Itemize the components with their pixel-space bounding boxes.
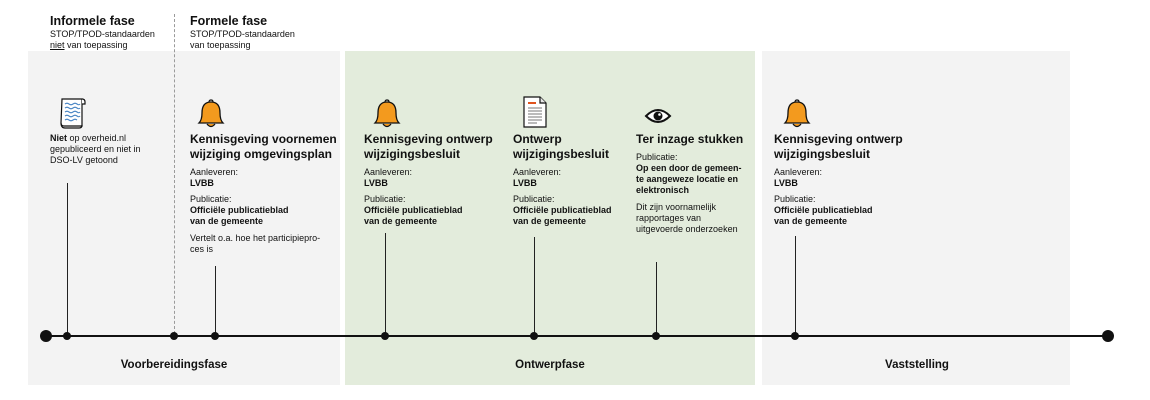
event-inspection-pub-value1: Op een door de gemeen- <box>636 163 742 173</box>
scroll-document-icon <box>58 96 88 130</box>
informal-phase-not: niet <box>50 40 65 50</box>
event-draft-decision-deliver-label: Aanleveren: <box>513 167 562 177</box>
event-notice-draft-title2: wijzigingsbesluit <box>364 147 461 161</box>
event-notice-intent-pub-value2: van de gemeente <box>190 216 264 226</box>
formal-phase-line2: van toepassing <box>190 40 251 50</box>
event-notice-intent-pub-label: Publicatie: <box>190 194 232 204</box>
document-icon <box>521 95 549 129</box>
timeline-dot-draft-decision <box>530 332 538 340</box>
event-notice-final-pub-value2: van de gemeente <box>774 216 848 226</box>
event-draft-decision-pub-value2: van de gemeente <box>513 216 587 226</box>
formal-phase-header <box>190 14 295 51</box>
event-inspection-note3: uitgevoerde onderzoeken <box>636 224 738 234</box>
event-notice-final-title2: wijzigingsbesluit <box>774 147 871 161</box>
event-not-published-rest: op overheid.nl <box>67 133 127 143</box>
event-notice-intent-note2: ces is <box>190 244 214 254</box>
informal-phase-title: Informele fase <box>50 14 135 28</box>
phase-label-voorbereiding: Voorbereidingsfase <box>120 359 228 371</box>
event-notice-intent-title2: wijziging omgevingsplan <box>190 147 333 161</box>
event-draft-decision-title1: Ontwerp <box>513 132 562 146</box>
event-inspection-pub-value2: te aangeweze locatie en <box>636 174 739 184</box>
timeline-dot-not-published <box>63 332 71 340</box>
event-inspection <box>636 132 751 235</box>
phase-label-vaststelling: Vaststelling <box>885 359 949 371</box>
bell-icon <box>782 97 812 131</box>
stem-not-published <box>67 183 68 335</box>
event-inspection-note2: rapportages van <box>636 213 702 223</box>
event-notice-intent-pub-value1: Officiële publicatieblad <box>190 205 289 215</box>
timeline-axis <box>46 335 1108 337</box>
informal-phase-line2-rest: van toepassing <box>64 40 128 50</box>
stem-notice-final <box>795 236 796 335</box>
stem-notice-intent <box>215 266 216 335</box>
bell-icon <box>196 97 226 131</box>
timeline-dot-inspection <box>652 332 660 340</box>
informal-phase-line1: STOP/TPOD-standaarden <box>50 29 155 39</box>
stem-notice-draft <box>385 233 386 335</box>
eye-icon <box>644 107 672 125</box>
event-not-published-line1 <box>50 133 170 144</box>
bell-icon <box>372 97 402 131</box>
event-notice-intent <box>190 132 340 255</box>
stem-inspection <box>656 262 657 335</box>
formal-phase-line1: STOP/TPOD-standaarden <box>190 29 295 39</box>
event-draft-decision-pub-value1: Officiële publicatieblad <box>513 205 612 215</box>
phase-divider <box>174 14 175 334</box>
event-notice-draft-pub-value2: van de gemeente <box>364 216 438 226</box>
event-draft-decision-pub-label: Publicatie: <box>513 194 555 204</box>
event-notice-draft-deliver-label: Aanleveren: <box>364 167 413 177</box>
event-notice-intent-note1: Vertelt o.a. hoe het participiepro- <box>190 233 321 243</box>
event-draft-decision-deliver-value: LVBB <box>513 178 537 188</box>
event-notice-draft-title1: Kennisgeving ontwerp <box>364 132 493 146</box>
event-inspection-pub-label: Publicatie: <box>636 152 678 162</box>
event-notice-draft <box>364 132 504 227</box>
event-draft-decision-title2: wijzigingsbesluit <box>513 147 610 161</box>
event-notice-draft-pub-value1: Officiële publicatieblad <box>364 205 463 215</box>
stem-draft-decision <box>534 237 535 335</box>
event-notice-final-deliver-value: LVBB <box>774 178 798 188</box>
timeline-dot-notice-draft <box>381 332 389 340</box>
timeline-dot-notice-final <box>791 332 799 340</box>
event-notice-final-pub-value1: Officiële publicatieblad <box>774 205 873 215</box>
timeline-dot-phase-divider <box>170 332 178 340</box>
timeline-dot-notice-intent <box>211 332 219 340</box>
event-inspection-note1: Dit zijn voornamelijk <box>636 202 717 212</box>
event-notice-intent-deliver-value: LVBB <box>190 178 214 188</box>
timeline-end-dot <box>1102 330 1114 342</box>
event-notice-draft-deliver-value: LVBB <box>364 178 388 188</box>
event-notice-final <box>774 132 914 227</box>
event-draft-decision <box>513 132 628 227</box>
event-not-published-line3: DSO-LV getoond <box>50 155 118 165</box>
event-notice-intent-deliver-label: Aanleveren: <box>190 167 239 177</box>
event-notice-draft-pub-label: Publicatie: <box>364 194 406 204</box>
event-not-published-line2: gepubliceerd en niet in <box>50 144 141 154</box>
phase-label-ontwerp: Ontwerpfase <box>515 359 585 371</box>
event-not-published-strong: Niet <box>50 133 68 143</box>
event-notice-final-title1: Kennisgeving ontwerp <box>774 132 903 146</box>
event-notice-final-deliver-label: Aanleveren: <box>774 167 823 177</box>
formal-phase-title: Formele fase <box>190 14 268 28</box>
informal-phase-header <box>50 14 155 51</box>
event-inspection-title: Ter inzage stukken <box>636 132 744 146</box>
event-notice-intent-title1: Kennisgeving voornemen <box>190 132 337 146</box>
event-notice-final-pub-label: Publicatie: <box>774 194 816 204</box>
informal-phase-line2 <box>50 40 155 51</box>
timeline-start-dot <box>40 330 52 342</box>
event-not-published <box>50 133 170 166</box>
event-inspection-pub-value3: elektronisch <box>636 185 690 195</box>
